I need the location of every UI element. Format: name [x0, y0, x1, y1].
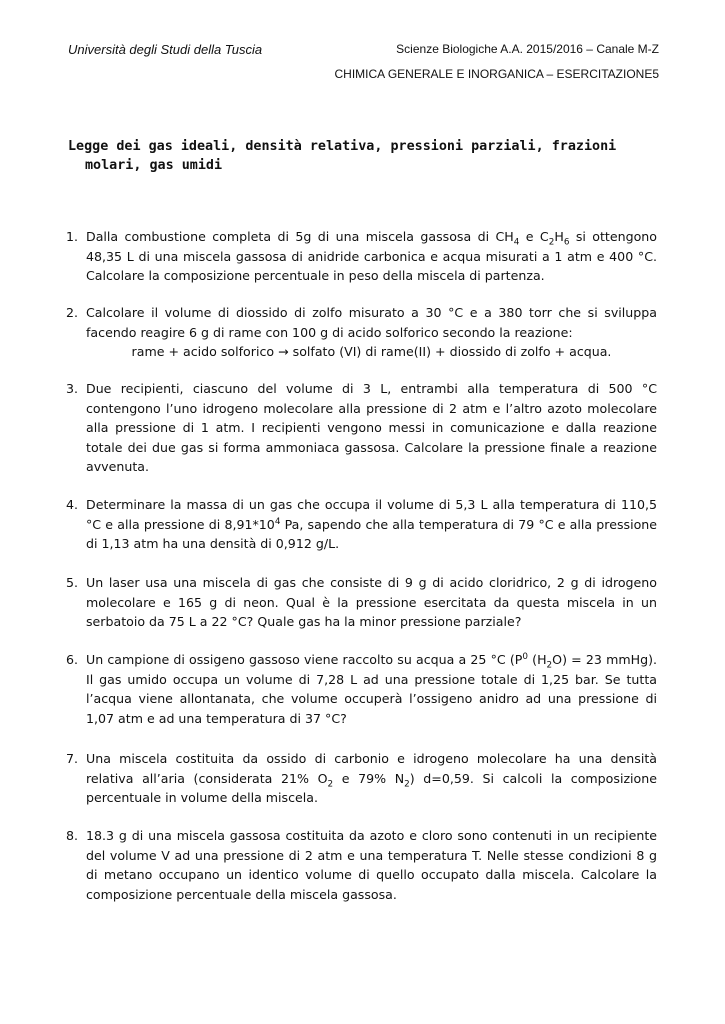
page-title: [68, 137, 658, 175]
exercise-number: 1.: [66, 229, 79, 244]
exercise-1: [66, 227, 657, 286]
exercise-number: 2.: [66, 305, 79, 320]
exercise-text: Un campione di ossigeno gassoso viene raccolto su acqua a 25 °C ($P^0$ $(H_2O) = 23$ mmHg). Il gas umido occupa un volume di 7,28 L ad una pressione totale di 1,25 bar. Se tutta l’acqua viene allontanata, che volume occuperà l’ossigeno anidro ad una pressione di 1,07 atm e ad una temperatura di 37 °C?: [86, 651, 657, 726]
title-line-1: Legge dei gas ideali, densità relativa, pressioni parziali, frazioni: [68, 139, 617, 154]
exercise-number: 3.: [66, 381, 79, 396]
exercise-number: 4.: [66, 497, 79, 512]
exercise-text: Una miscela costituita da ossido di carbonio e idrogeno molecolare ha una densità relativa all’aria (considerata 21% $O_2$ e 79% $N_2$) d=0,59. Si calcoli la composizione percentuale in volume della miscela.: [86, 751, 657, 805]
exercise-2: [66, 303, 657, 362]
exercise-text: Determinare la massa di un gas che occupa il volume di 5,3 L alla temperatura di 110,5 °C e alla pressione di $8,91*10^4$ Pa, sapendo che alla temperatura di 79 °C e alla pressione di 1,13 atm ha una densità di 0,912 g/L.: [86, 497, 658, 551]
exercise-4: [66, 495, 657, 554]
exercise-text: Dalla combustione completa di 5g di una miscela gassosa di $CH_4$ e $C_2H_6$ si ottengono 48,35 L di una miscela gassosa di anidride carbonica e acqua misurati a 1 atm e 400 °C. Calcolare la composizione percentuale in peso della miscela di partenza.: [86, 229, 657, 283]
exercise-number: 6.: [66, 652, 79, 667]
reaction-equation: rame + acido solforico → solfato (VI) di rame(II) + diossido di zolfo + acqua.: [131, 344, 612, 359]
exercise-number: 8.: [66, 828, 79, 843]
exercise-text: Calcolare il volume di diossido di zolfo misurato a 30 °C e a 380 torr che si sviluppa facendo reagire 6 g di rame con 100 g di acido solforico secondo la reazione:: [86, 305, 657, 340]
exercise-number: 5.: [66, 575, 79, 590]
exercise-text: Due recipienti, ciascuno del volume di 3 L, entrambi alla temperatura di 500 °C contengono l’uno idrogeno molecolare alla pressione di 2 atm e l’altro azoto molecolare alla pressione di 1 atm. I recipienti vengono messi in comunicazione e dalla reazione totale dei due gas si forma ammoniaca gassosa. Calcolare la pressione finale a reazione avvenuta.: [86, 381, 657, 474]
course-line: Scienze Biologiche A.A. 2015/2016 – Canale M-Z: [396, 42, 659, 56]
exercise-5: [66, 573, 657, 632]
exercise-text: 18.3 g di una miscela gassosa costituita da azoto e cloro sono contenuti in un recipiente del volume V ad una pressione di 2 atm e una temperatura T. Nelle stesse condizioni 8 g di metano occupano un identico volume di quello occupato dalla miscela. Calcolare la composizione percentuale della miscela gassosa.: [86, 828, 657, 902]
exercise-3: [66, 379, 657, 477]
exercise-text: Un laser usa una miscela di gas che consiste di 9 g di acido cloridrico, 2 g di idrogeno molecolare e 165 g di neon. Qual è la pressione esercitata da questa miscela in un serbatoio da 75 L a 22 °C? Quale gas ha la minor pressione parziale?: [86, 575, 657, 629]
exercise-7: [66, 749, 657, 808]
exercise-number: 7.: [66, 751, 79, 766]
title-line-2: molari, gas umidi: [85, 158, 223, 173]
university-name: Università degli Studi della Tuscia: [68, 42, 263, 57]
subject-line: CHIMICA GENERALE E INORGANICA – ESERCITAZIONE5: [334, 67, 659, 81]
exercise-6: [66, 650, 657, 728]
exercise-8: [66, 826, 657, 904]
